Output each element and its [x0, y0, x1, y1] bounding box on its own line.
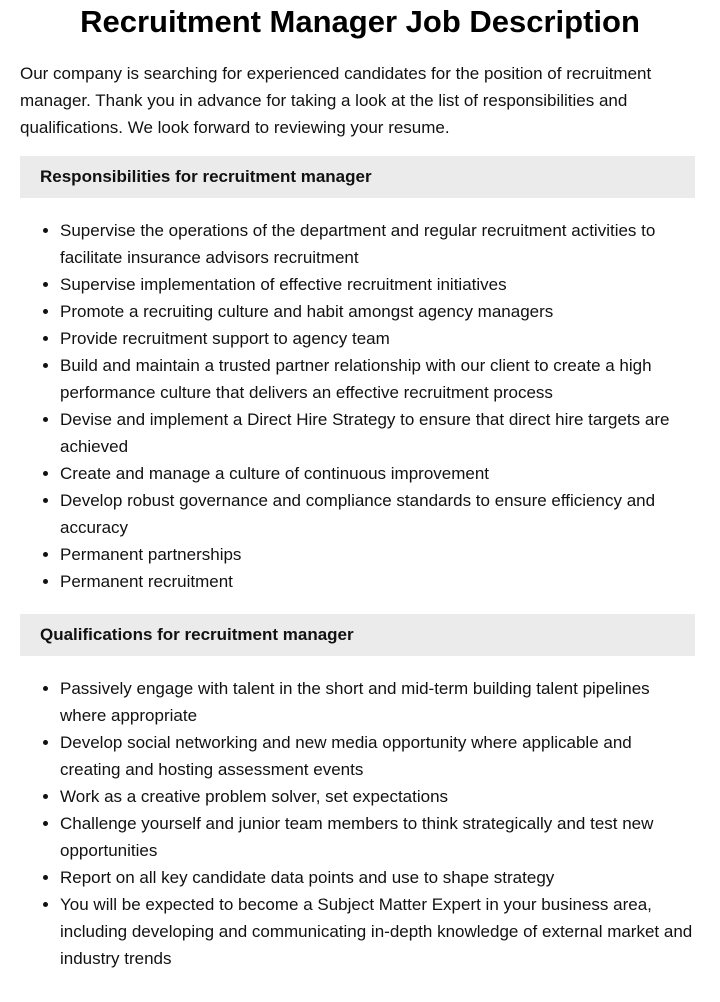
list-item: • Provide recruitment support to agency team	[60, 325, 696, 352]
list-item: • Build and maintain a trusted partner relationship with our client to create a high performance culture that delivers an effective recruitment process	[60, 352, 696, 406]
list-item: • Develop robust governance and compliance standards to ensure efficiency and accuracy	[60, 487, 696, 541]
list-item: • Passively engage with talent in the short and mid-term building talent pipelines where appropriate	[60, 675, 696, 729]
list-item: • Work as a creative problem solver, set expectations	[60, 783, 696, 810]
list-item: • Report on all key candidate data points and use to shape strategy	[60, 864, 696, 891]
list-item: • You will be expected to become a Subject Matter Expert in your business area, including developing and communicating in-depth knowledge of external market and industry trends	[60, 891, 696, 972]
list-item: • Create and manage a culture of continuous improvement	[60, 460, 696, 487]
list-item: • Promote a recruiting culture and habit amongst agency managers	[60, 298, 696, 325]
list-item: • Permanent recruitment	[60, 568, 696, 595]
list-item: • Devise and implement a Direct Hire Strategy to ensure that direct hire targets are achieved	[60, 406, 696, 460]
page-title: Recruitment Manager Job Description	[80, 4, 640, 39]
qualifications-list	[20, 675, 696, 972]
intro-paragraph: Our company is searching for experienced candidates for the position of recruitment manager. Thank you in advance for taking a look at the list of responsibilities and qualifications. We look forward to reviewing your resume.	[20, 64, 652, 137]
list-item: • Challenge yourself and junior team members to think strategically and test new opportunities	[60, 810, 696, 864]
qualifications-heading: Qualifications for recruitment manager	[20, 614, 695, 656]
responsibilities-heading: Responsibilities for recruitment manager	[20, 156, 695, 198]
list-item: • Supervise implementation of effective recruitment initiatives	[60, 271, 696, 298]
list-item: • Develop social networking and new media opportunity where applicable and creating and hosting assessment events	[60, 729, 696, 783]
responsibilities-list	[20, 217, 696, 595]
list-item: • Supervise the operations of the department and regular recruitment activities to facilitate insurance advisors recruitment	[60, 217, 696, 271]
list-item: • Permanent partnerships	[60, 541, 696, 568]
